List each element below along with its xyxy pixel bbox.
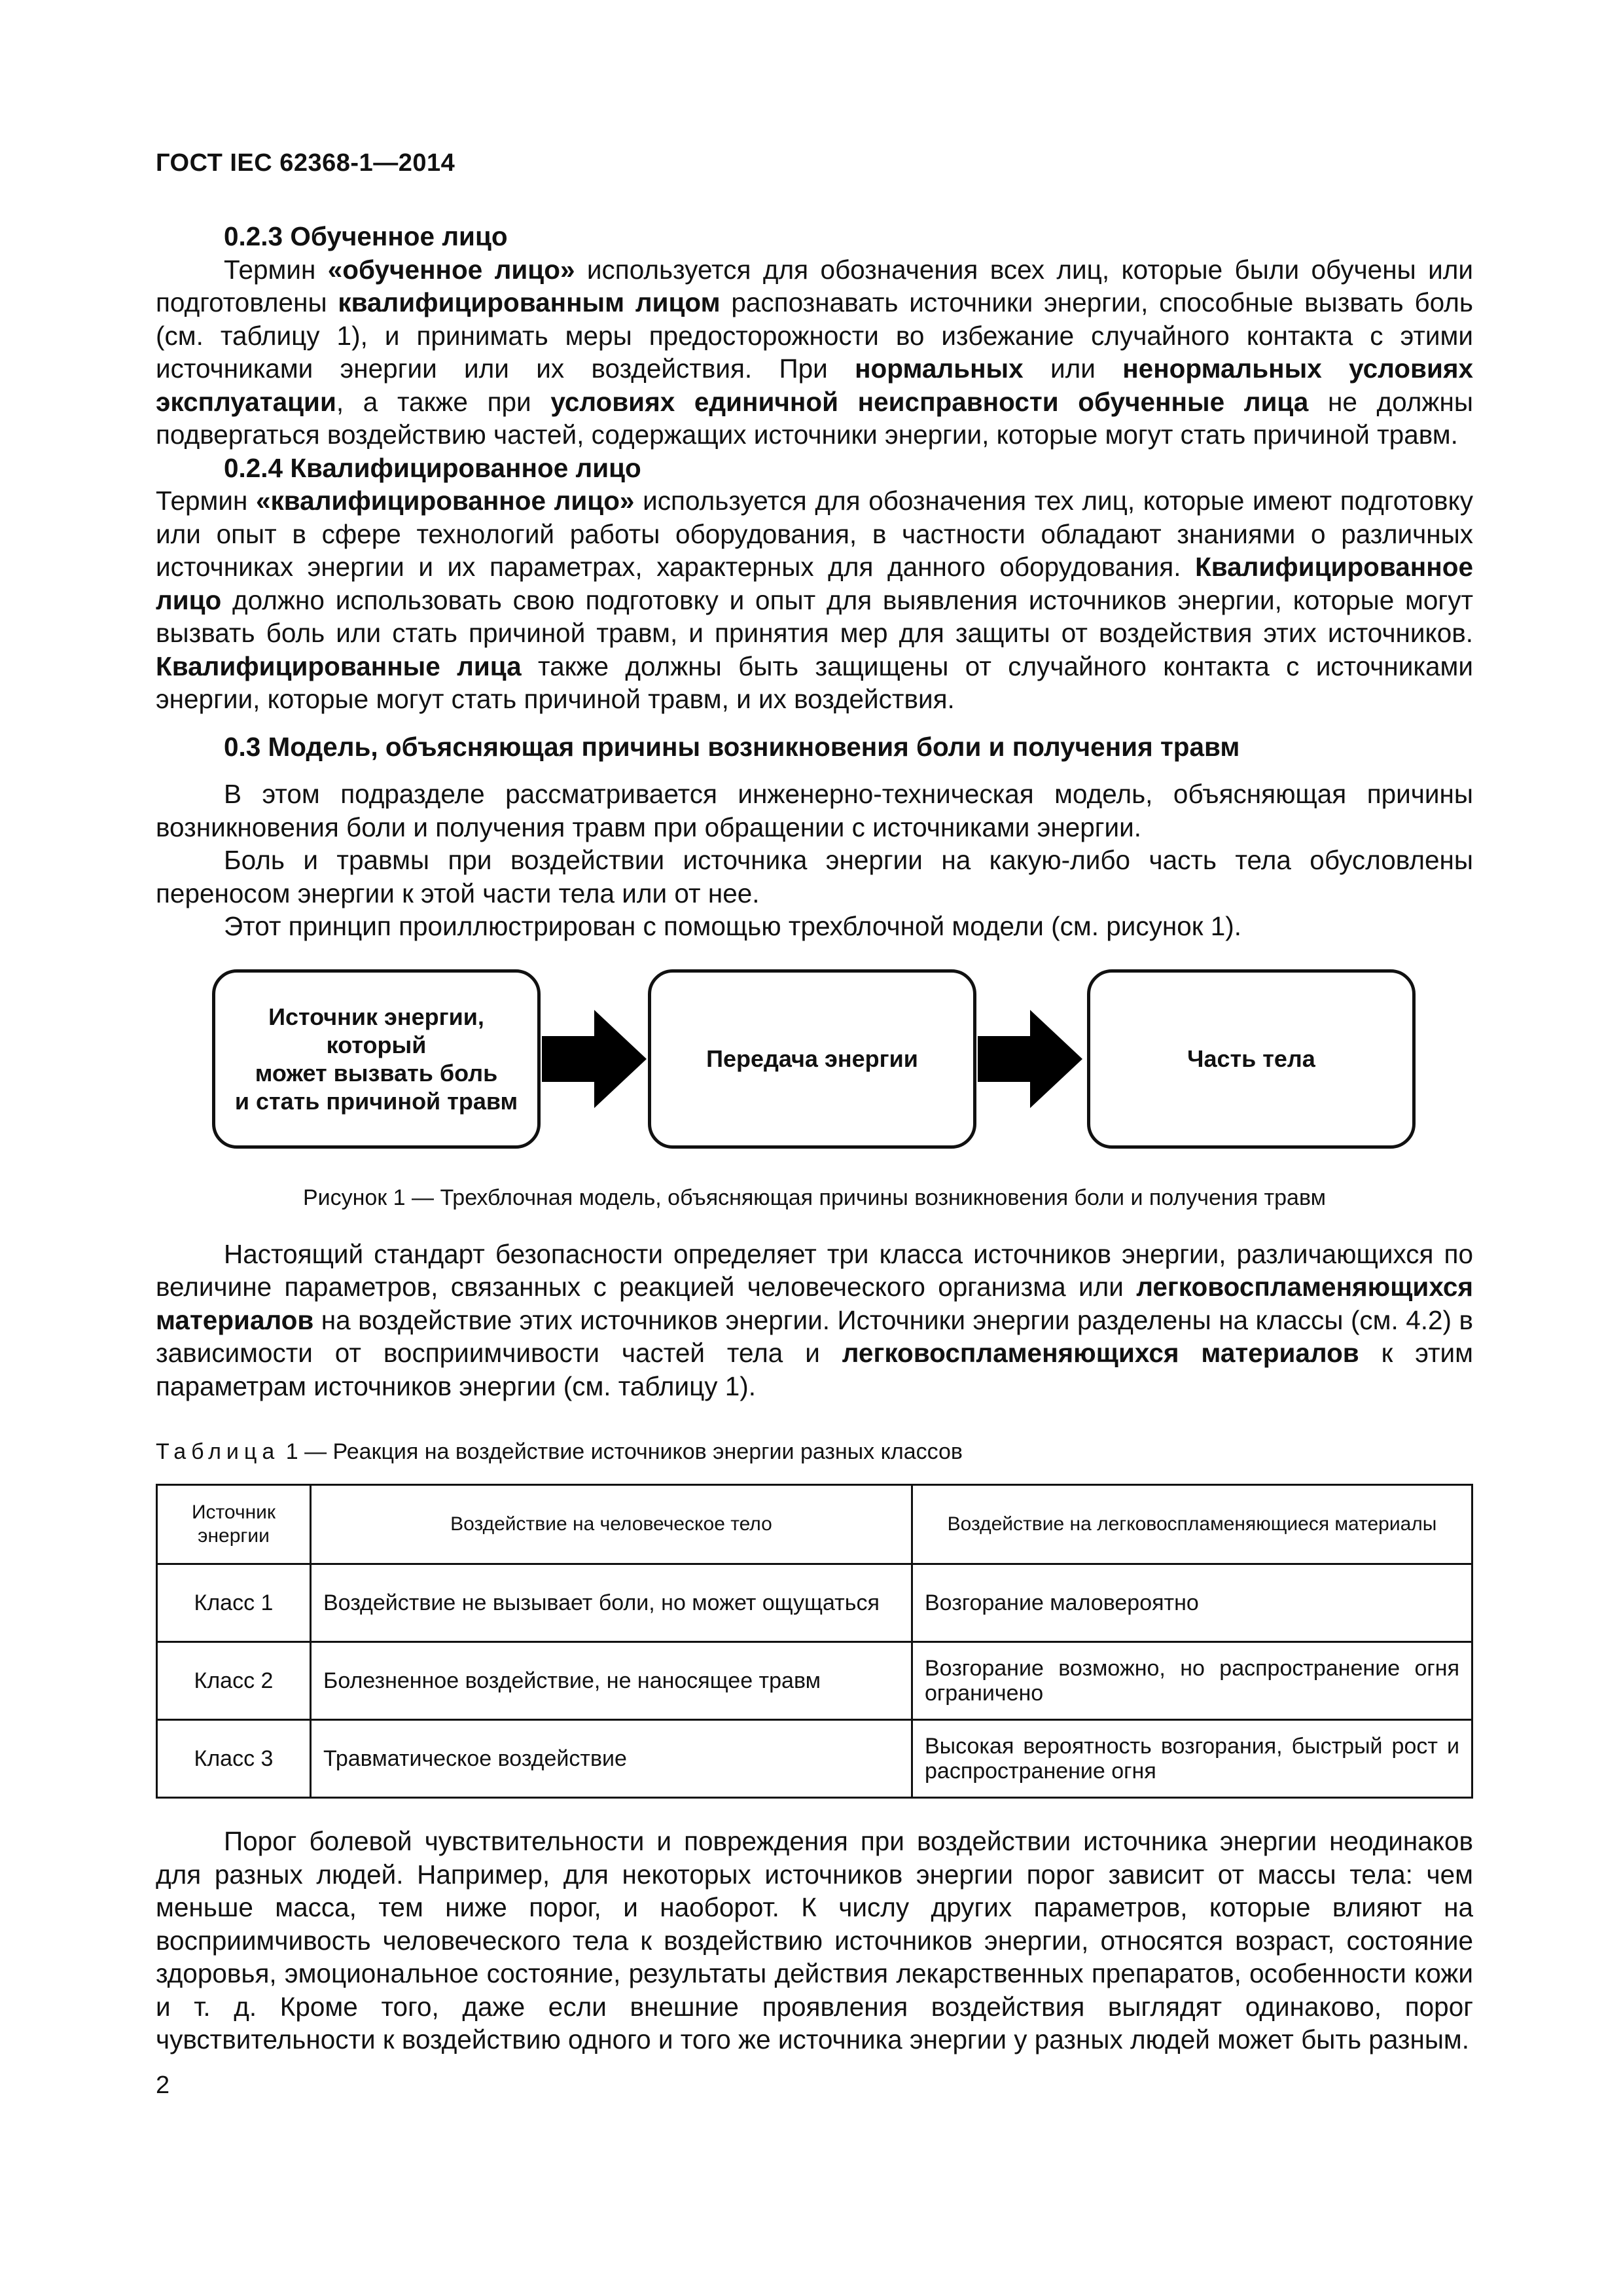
- energy-source-block: Источник энергии, который может вызвать боль и стать причиной травм: [212, 969, 541, 1149]
- document-header: ГОСТ IEC 62368-1—2014: [156, 149, 455, 177]
- paragraph-figure-ref: Этот принцип проиллюстрирован с помощью трехблочной модели (см. рисунок 1).: [224, 911, 1242, 941]
- table-row: [157, 1720, 1472, 1798]
- table-cell: Травматическое воздействие: [311, 1720, 912, 1798]
- page-number: 2: [156, 2072, 170, 2099]
- table-cell: Высокая вероятность возгорания, быстрый рост и распространение огня: [912, 1720, 1472, 1798]
- table-row: [157, 1564, 1472, 1642]
- figure-caption: Рисунок 1 — Трехблочная модель, объясняющая причины возникновения боли и получения травм: [302, 1185, 1327, 1210]
- energy-transfer-block: Передача энергии: [648, 969, 976, 1149]
- table-header-row: [157, 1485, 1472, 1564]
- paragraph-trained-person: Термин «обученное лицо» используется для обозначения всех лиц, которые были обучены или подготовлены квалифицированным лицом распознавать источники энергии, способные вызвать боль (см. таблицу 1), и принимать меры предосторожности во избежание случайного контакта с этими источниками энергии или их воздействия. При нормальных или ненормальных условиях эксплуатации, а также при условиях единичной неисправности обученные лица не должны подвергаться воздействию частей, содержащих источники энергии, которые могут стать причиной травм.: [156, 254, 1474, 450]
- table-cell: Класс 1: [157, 1564, 311, 1642]
- heading-0-2-4: 0.2.4 Квалифицированное лицо: [224, 452, 641, 483]
- arrow-right-icon: [542, 1010, 647, 1108]
- table-header-cell: Воздействие на человеческое тело: [311, 1485, 912, 1564]
- table-cell: Возгорание возможно, но распространение огня ограничено: [912, 1642, 1472, 1720]
- paragraph-energy-classes: Настоящий стандарт безопасности определяет три класса источников энергии, различающихся по величине параметров, связанных с реакцией человеческого организма или легковоспламеняющихся материалов на воздействие этих источников энергии. Источники энергии разделены на классы (см. 4.2) в зависимости от восприимчивости частей тела и легковоспламеняющихся материалов к этим параметрам источников энергии (см. таблицу 1).: [156, 1238, 1474, 1401]
- paragraph-qualified-person: Термин «квалифицированное лицо» используется для обозначения тех лиц, которые имеют подготовку или опыт в сфере технологий работы оборудования, в частности обладают знаниями о различных источниках энергии и их параметрах, характерных для данного оборудования. Квалифицированное лицо должно использовать свою подготовку и опыт для выявления источников энергии, которые могут вызвать боль или стать причиной травм, и принятия мер для защиты от воздействия этих источников. Квалифицированные лица также должны быть защищены от случайного контакта с источниками энергии, которые могут стать причиной травм, и их воздействия.: [156, 486, 1473, 714]
- table-caption: Таблица 1 — Реакция на воздействие источников энергии разных классов: [156, 1439, 963, 1464]
- table-cell: Болезненное воздействие, не наносящее травм: [311, 1642, 912, 1720]
- paragraph-pain-threshold: Порог болевой чувствительности и повреждения при воздействии источника энергии неодинаков для разных людей. Например, для некоторых источников энергии порог зависит от массы тела: чем меньше масса, тем ниже порог, и наоборот. К числу других параметров, которые влияют на восприимчивость человеческого тела к воздействию источников энергии, относятся возраст, состояние здоровья, эмоциональное состояние, результаты действия лекарственных препаратов, особенности кожи и т. д. Кроме того, даже если внешние проявления воздействия выглядят одинаково, порог чувствительности к воздействию одного и того же источника энергии у разных людей может быть разным.: [156, 1826, 1473, 2054]
- heading-0-2-3: 0.2.3 Обученное лицо: [224, 221, 508, 251]
- table-cell: Класс 3: [157, 1720, 311, 1798]
- three-block-model-figure: [156, 969, 1473, 1166]
- body-part-block: Часть тела: [1087, 969, 1416, 1149]
- energy-classes-table: [156, 1484, 1473, 1799]
- arrow-right-icon: [978, 1010, 1082, 1108]
- table-cell: Возгорание маловероятно: [912, 1564, 1472, 1642]
- heading-0-3: 0.3 Модель, объясняющая причины возникновения боли и получения травм: [224, 731, 1240, 762]
- table-header-cell: Источник энергии: [157, 1485, 311, 1564]
- paragraph-energy-transfer: Боль и травмы при воздействии источника энергии на какую-либо часть тела обусловлены переносом энергии к этой части тела или от нее.: [156, 845, 1473, 908]
- table-cell: Класс 2: [157, 1642, 311, 1720]
- table-row: [157, 1642, 1472, 1720]
- document-body: [156, 220, 1473, 2056]
- table-header-cell: Воздействие на легковоспламеняющиеся материалы: [912, 1485, 1472, 1564]
- paragraph-model-intro: В этом подразделе рассматривается инженерно-техническая модель, объясняющая причины возникновения боли и получения травм при обращении с источниками энергии.: [156, 779, 1473, 842]
- table-cell: Воздействие не вызывает боли, но может ощущаться: [311, 1564, 912, 1642]
